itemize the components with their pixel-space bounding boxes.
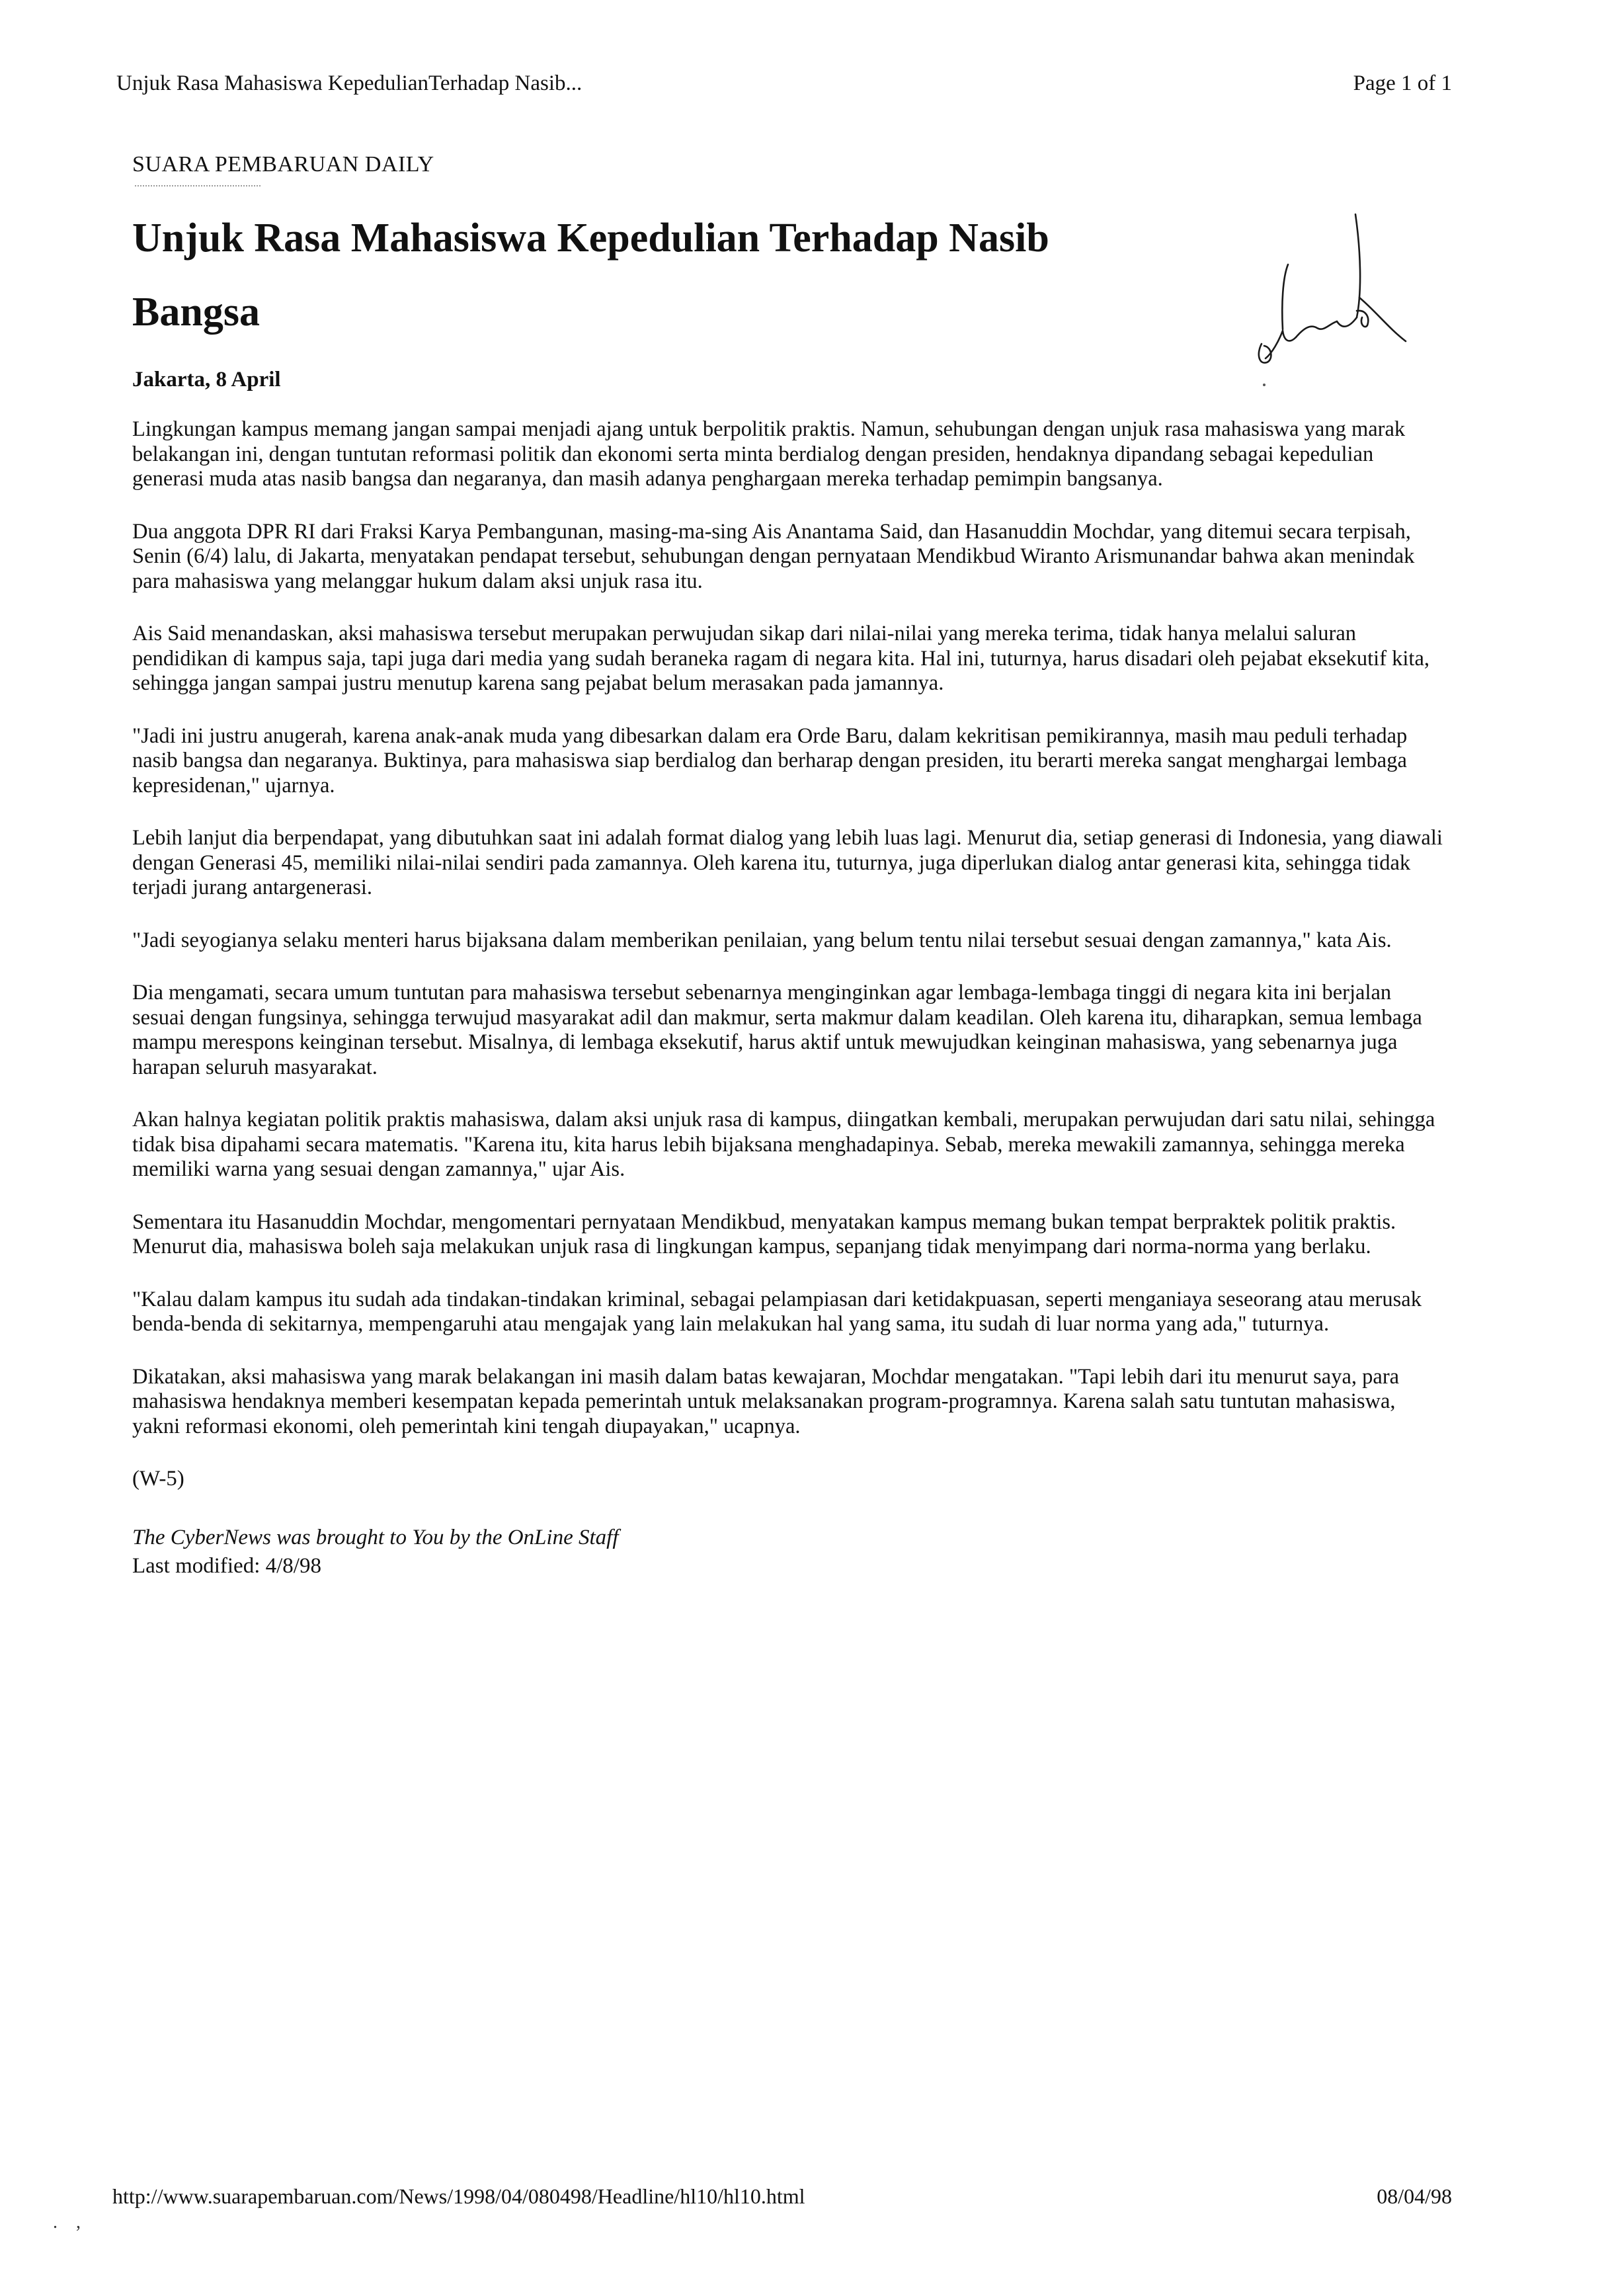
paragraph: "Jadi seyogianya selaku menteri harus bijaksana dalam memberikan penilaian, yang belum tentu nilai tersebut sesuai dengan zamannya," kata Ais. bbox=[132, 928, 1392, 952]
paragraph: Dia mengamati, secara umum tuntutan para mahasiswa tersebut sebenarnya menginginkan agar lembaga-lembaga tinggi di negara kita ini berjalan sesuai dengan fungsinya, sehingga terwujud masyarakat adil dan makmur, serta makmur dalam keadilan. Oleh karena itu, diharapkan, semua lembaga mampu merespons keinginan tersebut. Misalnya, di lembaga eksekutif, harus aktif untuk mewujudkan keinginan mahasiswa, yang sebenarnya juga harapan seluruh masyarakat. bbox=[132, 981, 1422, 1079]
article-body bbox=[132, 417, 1448, 1439]
paragraph: "Jadi ini justru anugerah, karena anak-anak muda yang dibesarkan dalam era Orde Baru, dalam kekritisan pemikirannya, masih mau peduli terhadap nasib bangsa dan negaranya. Buktinya, para mahasiswa siap berdialog dan berharap dengan presiden, itu berarti mereka sangat menghargai lembaga kepresidenan," ujarnya. bbox=[132, 723, 1408, 798]
last-modified: Last modified: 4/8/98 bbox=[132, 1554, 321, 1578]
headline: Unjuk Rasa Mahasiswa Kepedulian Terhadap Nasib Bangsa bbox=[132, 216, 1049, 335]
paragraph: Lebih lanjut dia berpendapat, yang dibutuhkan saat ini adalah format dialog yang lebih luas lagi. Menurut dia, setiap generasi di Indonesia, yang diawali dengan Generasi 45, memiliki nilai-nilai sendiri pada zamannya. Oleh karena itu, tuturnya, juga diperlukan dialog antar generasi kita, sehingga tidak terjadi jurang antargenerasi. bbox=[132, 826, 1443, 899]
paragraph: Sementara itu Hasanuddin Mochdar, mengomentari pernyataan Mendikbud, menyatakan kampus memang bukan tempat berpraktek politik praktis. Menurut dia, mahasiswa boleh saja melakukan unjuk rasa di lingkungan kampus, sepanjang tidak menyimpang dari norma-norma yang berlaku. bbox=[132, 1210, 1396, 1258]
paragraph: Akan halnya kegiatan politik praktis mahasiswa, dalam aksi unjuk rasa di kampus, diingatkan kembali, merupakan perwujudan dari satu nilai, sehingga tidak bisa dipahami secara matematis. "Karena itu, kita harus lebih bijaksana menghadapinya. Sebab, mereka mewakili zamannya, sehingga mereka memiliki warna yang sesuai dengan zamannya," ujar Ais. bbox=[132, 1108, 1435, 1181]
scan-speck bbox=[1263, 384, 1266, 386]
site-name: SUARA PEMBARUAN DAILY bbox=[132, 152, 434, 177]
print-header bbox=[116, 71, 1452, 96]
author-code: (W-5) bbox=[132, 1467, 184, 1491]
credit-line: The CyberNews was brought to You by the OnLine Staff bbox=[132, 1526, 619, 1549]
print-date: 08/04/98 bbox=[1377, 2184, 1452, 2208]
site-name-divider bbox=[135, 185, 261, 186]
paragraph: Lingkungan kampus memang jangan sampai menjadi ajang untuk berpolitik praktis. Namun, sehubungan dengan unjuk rasa mahasiswa yang marak belakangan ini, dengan tuntutan reformasi politik dan ekonomi serta minta berdialog dengan presiden, hendaknya dipandang sebagai kepedulian generasi muda atas nasib bangsa dan negaranya, dan masih adanya penghargaan mereka terhadap pemimpin bangsanya. bbox=[132, 417, 1406, 491]
handwritten-signature bbox=[1250, 212, 1415, 384]
page-number: Page 1 of 1 bbox=[1353, 71, 1452, 95]
paragraph: "Kalau dalam kampus itu sudah ada tindakan-tindakan kriminal, sebagai pelampiasan dari ketidakpuasan, seperti menganiaya seseorang atau merusak benda-benda di sekitarnya, mempengaruhi atau mengajak yang lain melakukan hal yang sama, itu sudah di luar norma yang ada," tuturnya. bbox=[132, 1287, 1422, 1336]
paragraph: Ais Said menandaskan, aksi mahasiswa tersebut merupakan perwujudan sikap dari nilai-nilai yang mereka terima, tidak hanya melalui saluran pendidikan di kampus saja, tapi juga dari media yang sudah beraneka ragam di negara kita. Hal ini, tuturnya, harus disadari oleh pejabat eksekutif kita, sehingga jangan sampai justru menutup karena sang pejabat belum merasakan pada jamannya. bbox=[132, 622, 1429, 695]
dateline: Jakarta, 8 April bbox=[132, 368, 281, 391]
paragraph: Dikatakan, aksi mahasiswa yang marak belakangan ini masih dalam batas kewajaran, Mochdar mengatakan. "Tapi lebih dari itu menurut saya, para mahasiswa hendaknya memberi kesempatan kepada pemerintah untuk melaksanakan program-programnya. Karena salah satu tuntutan mahasiswa, yakni reformasi ekonomi, oleh pemerintah kini tengah diupayakan," ucapnya. bbox=[132, 1364, 1400, 1438]
scan-artifact: . , bbox=[53, 2212, 81, 2233]
print-footer bbox=[112, 2184, 1452, 2209]
page-url: http://www.suarapembaruan.com/News/1998/04/080498/Headline/hl10/hl10.html bbox=[112, 2184, 805, 2208]
paragraph: Dua anggota DPR RI dari Fraksi Karya Pembangunan, masing-ma-sing Ais Anantama Said, dan Hasanuddin Mochdar, yang ditemui secara terpisah, Senin (6/4) lalu, di Jakarta, menyatakan pendapat tersebut, sehubungan dengan pernyataan Mendikbud Wiranto Arismunandar bahwa akan menindak para mahasiswa yang melanggar hukum dalam aksi unjuk rasa itu. bbox=[132, 519, 1415, 593]
print-header-title: Unjuk Rasa Mahasiswa KepedulianTerhadap Nasib... bbox=[116, 71, 583, 95]
